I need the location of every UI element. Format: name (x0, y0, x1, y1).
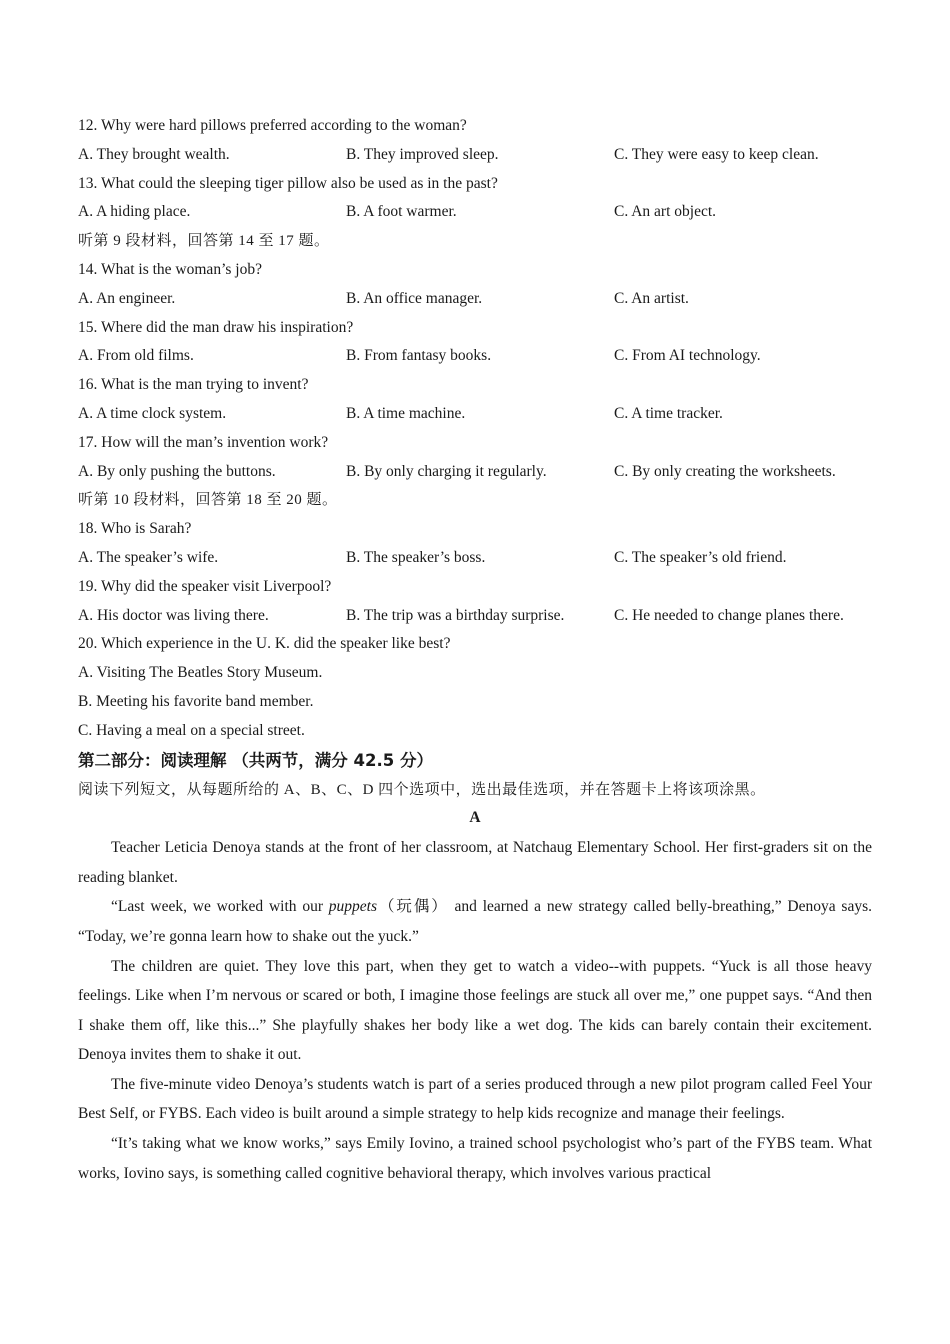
option-c: C. An art object. (614, 203, 717, 221)
option-c: C. He needed to change planes there. (614, 606, 844, 624)
passage-paragraph (78, 892, 872, 951)
option-a: A. Visiting The Beatles Story Museum. (78, 664, 323, 682)
option-b: B. The speaker’s boss. (346, 548, 486, 566)
option-a: A. His doctor was living there. (78, 606, 269, 624)
option-b: B. They improved sleep. (346, 145, 499, 163)
option-c: C. They were easy to keep clean. (614, 145, 819, 163)
italic-term: puppets (328, 898, 378, 916)
option-c: C. By only creating the worksheets. (614, 462, 836, 480)
passage-paragraph: The five-minute video Denoya’s students watch is part of a series produced through a new pilot program called Feel Your Best Self, or FYBS. Each video is built around a simple strategy to help kids recognize and manage their feelings. (78, 1075, 872, 1123)
passage-label: A (469, 809, 481, 827)
option-row (78, 141, 872, 170)
question-stem: 15. Where did the man draw his inspiration? (78, 318, 354, 336)
gloss: （玩偶） (377, 898, 449, 916)
option-row (78, 198, 872, 227)
option-row (78, 602, 872, 631)
option-c: C. A time tracker. (614, 404, 723, 422)
option-c: C. Having a meal on a special street. (78, 721, 305, 739)
option-a: A. They brought wealth. (78, 145, 230, 163)
option-row (78, 544, 872, 573)
question-stem: 14. What is the woman’s job? (78, 260, 262, 278)
question-stem: 18. Who is Sarah? (78, 520, 192, 538)
option-b: B. An office manager. (346, 289, 483, 307)
option-c: C. From AI technology. (614, 347, 761, 365)
option-b: B. From fantasy books. (346, 347, 492, 365)
option-a: A. A time clock system. (78, 404, 227, 422)
option-row (78, 285, 872, 314)
option-b: B. A time machine. (346, 404, 466, 422)
question-stem: 19. Why did the speaker visit Liverpool? (78, 577, 332, 595)
option-a: A. An engineer. (78, 289, 176, 307)
option-c: C. An artist. (614, 289, 689, 307)
section-title: 第二部分：阅读理解 （共两节，满分 42.5 分） (78, 750, 433, 770)
option-a: A. A hiding place. (78, 203, 191, 221)
option-row (78, 458, 872, 487)
option-a: A. The speaker’s wife. (78, 548, 219, 566)
listening-instruction: 听第 9 段材料，回答第 14 至 17 题。 (78, 233, 330, 250)
question-stem: 16. What is the man trying to invent? (78, 376, 309, 394)
option-b: B. A foot warmer. (346, 203, 457, 221)
option-row (78, 400, 872, 429)
listening-instruction: 听第 10 段材料，回答第 18 至 20 题。 (78, 492, 338, 509)
question-stem: 20. Which experience in the U. K. did the speaker like best? (78, 635, 451, 653)
passage-paragraph: The children are quiet. They love this part, when they get to watch a video--with puppets. “Yuck is all those heavy feelings. Like when I’m nervous or scared or both, I imagine those feelings are stuck all over me,” one puppet says. “And then I shake them off, like this...” She playfully shakes her body like a wet dog. The kids can barely contain their excitement. Denoya invites them to shake it out. (78, 957, 872, 1064)
option-c: C. The speaker’s old friend. (614, 548, 787, 566)
paragraph-text: “Last week, we worked with our (111, 898, 329, 916)
option-row (78, 342, 872, 371)
option-a: A. From old films. (78, 347, 194, 365)
option-b: B. Meeting his favorite band member. (78, 692, 314, 710)
passage-paragraph: “It’s taking what we know works,” says Emily Iovino, a trained school psychologist who’s part of the FYBS team. What works, Iovino says, is something called cognitive behavioral therapy, which involves various practical (78, 1135, 872, 1182)
paragraph-text: and learned a new strategy called belly-breathing,” Denoya says. “Today, we’re gonna learn how to shake out the yuck.” (78, 898, 872, 945)
passage-paragraph: Teacher Leticia Denoya stands at the front of her classroom, at Natchaug Elementary School. Her first-graders sit on the reading blanket. (78, 839, 872, 886)
question-stem: 12. Why were hard pillows preferred according to the woman? (78, 117, 467, 134)
option-b: B. By only charging it regularly. (346, 462, 547, 480)
question-stem: 13. What could the sleeping tiger pillow also be used as in the past? (78, 174, 498, 192)
exam-page (78, 112, 872, 1188)
question-stem: 17. How will the man’s invention work? (78, 433, 329, 451)
option-a: A. By only pushing the buttons. (78, 462, 276, 480)
section-instruction: 阅读下列短文，从每题所给的 A、B、C、D 四个选项中，选出最佳选项，并在答题卡上将该项涂黑。 (78, 781, 766, 798)
option-b: B. The trip was a birthday surprise. (346, 606, 565, 624)
